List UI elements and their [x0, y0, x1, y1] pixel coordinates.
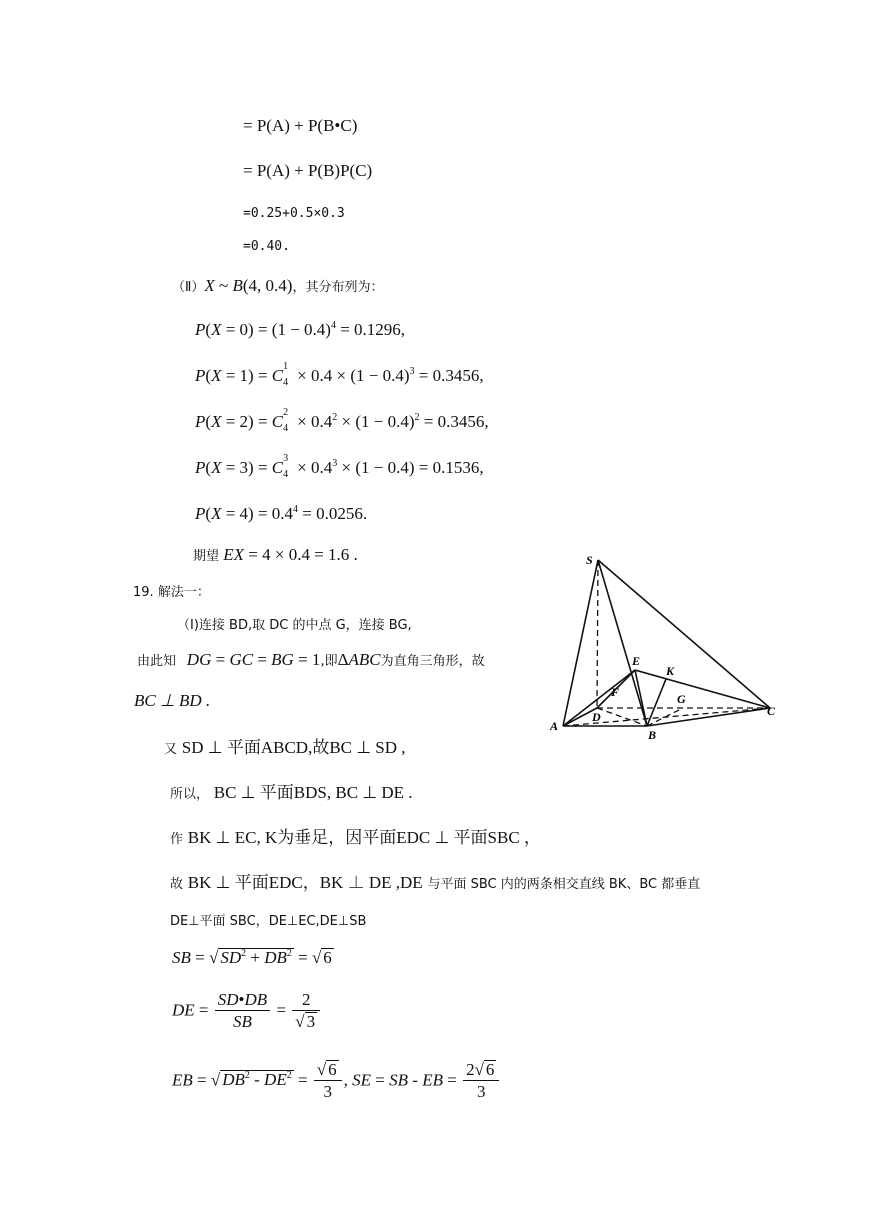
line-a-mid: ,即 — [320, 654, 338, 669]
label-f: F — [611, 685, 620, 699]
label-c: C — [767, 704, 776, 718]
dist-x4: $P(X = 4) = 0.4^4 = 0.0256$. — [195, 504, 368, 523]
q19-line-g: DE⊥平面 SBC，DE⊥EC,DE⊥SB — [170, 914, 367, 929]
line-e-prefix: 作 — [170, 832, 184, 847]
q19-line-f — [170, 868, 700, 893]
q19-line-b: BC ⊥ BD . — [134, 691, 211, 710]
formula-sb: SB = √ $SD^2 + DB^2$ = √ 6 — [172, 948, 332, 967]
q19-part1: （Ⅰ)连接 BD,取 DC 的中点 G，连接 BG, — [177, 618, 412, 633]
edge-ec — [635, 670, 770, 708]
q19-method: 解法一： — [157, 585, 210, 600]
step-line-2: = P(A) + P(B)P(C) — [243, 161, 373, 180]
pyramid-figure — [545, 548, 785, 744]
edge-eb — [635, 670, 647, 726]
expectation-line: 期望 EX = 4 × 0.4 = 1.6 . — [193, 545, 358, 564]
formula-eb-se: EB = √ $DB^2 - DE^2$ = $\frac{√ 6}{3}$ , SE = SB - EB = $\frac{2√ 6}{3}$ — [172, 1060, 501, 1103]
edge-sa — [563, 560, 598, 726]
line-f-body: BK ⊥ 平面EDC，BK ⊥ DE ,DE — [187, 873, 423, 892]
expect-label: 期望 — [193, 549, 220, 564]
edge-kb — [647, 679, 666, 726]
edge-sb — [598, 560, 647, 726]
line-c-body: SD ⊥ 平面ABCD,故BC ⊥ SD , — [181, 738, 406, 757]
label-e: E — [632, 654, 641, 668]
label-a: A — [550, 719, 559, 733]
dist-x1: P(X = 1) = C 1 4 × $0.4 \times (1 - 0.4)^3 = 0.3456$, — [195, 361, 484, 388]
q19-line-d — [170, 778, 413, 803]
dist-x0: $P(X = 0) = (1 - 0.4)^4 = 0.1296$, — [195, 320, 406, 339]
step-line-4: =0.40. — [243, 239, 290, 254]
edge-sc — [598, 560, 770, 708]
edge-db-dashed — [597, 708, 647, 726]
line-f-prefix: 故 — [170, 877, 184, 892]
line-a-suffix: 为直角三角形，故 — [380, 654, 485, 669]
label-g: G — [677, 692, 686, 706]
line-d-prefix: 所以， — [170, 787, 210, 802]
edge-sd-dashed — [597, 560, 598, 708]
label-s: S — [586, 553, 593, 567]
label-d: D — [592, 710, 601, 724]
part2-header: （Ⅱ）X ~ B(4, 0.4)，其分布列为： — [172, 276, 384, 295]
line-c-prefix: 又 — [164, 742, 178, 757]
q19-number: 19. — [133, 585, 154, 600]
q19-line-e — [170, 823, 541, 848]
dist-x3: P(X = 3) = C 3 4 × $0.4^3 \times (1 - 0.4) = 0.1536$, — [195, 453, 484, 480]
step-line-3: =0.25+0.5×0.3 — [243, 206, 345, 221]
step-line-1: = P(A) + P(B•C) — [243, 116, 358, 135]
part2-prefix: （Ⅱ） — [172, 280, 205, 295]
line-f-suffix: 与平面 SBC 内的两条相交直线 BK、BC 都垂直 — [427, 877, 701, 892]
q19-line-c — [164, 733, 406, 758]
part2-dist-text: ，其分布列为： — [292, 280, 384, 295]
q19-line-a: 由此知 DG = GC = BG = 1,即ΔABC为直角三角形，故 — [137, 650, 485, 669]
dist-x2: P(X = 2) = C 2 4 × $0.4^2 \times (1 - 0.4)^2 = 0.3456$, — [195, 407, 489, 434]
line-d-body: BC ⊥ 平面BDS, BC ⊥ DE . — [213, 783, 413, 802]
formula-de: DE = $\frac{SD•DB}{SB}$ = $\frac{2}{√ 3}$ — [172, 990, 322, 1033]
line-a-prefix: 由此知 — [137, 654, 177, 669]
line-e-body: BK ⊥ EC, K为垂足，因平面EDC ⊥ 平面SBC ， — [187, 828, 541, 847]
label-b: B — [648, 728, 657, 742]
label-k: K — [666, 664, 675, 678]
q19-header — [133, 581, 210, 600]
